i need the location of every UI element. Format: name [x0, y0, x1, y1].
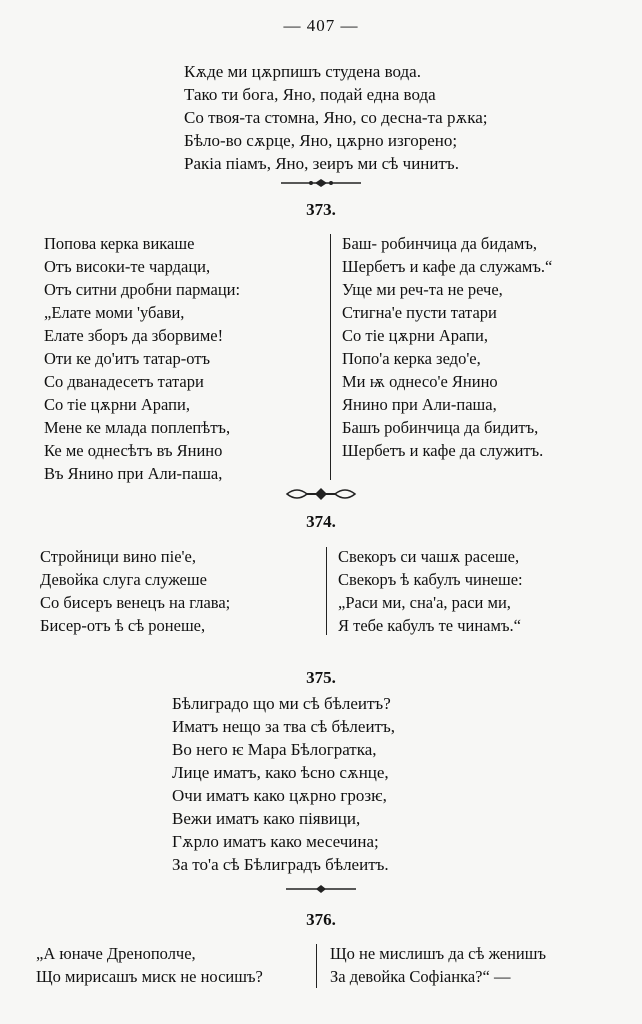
- verse-line: Со тіе цѫрни Арапи,: [44, 395, 190, 414]
- verse-line: Ми ѭ однесо'е Янино: [342, 372, 498, 391]
- left-column: [40, 545, 230, 637]
- verse-line: Уще ми реч-та не рече,: [342, 280, 503, 299]
- verse-line: Гѫрло иматъ како месечина;: [172, 832, 379, 851]
- stanza: [172, 692, 395, 876]
- verse-line: Бѣло-во сѫрце, Яно, цѫрно изгорено;: [184, 131, 458, 150]
- verse-line: Ракіа піамъ, Яно, зеиръ ми сѣ чинитъ.: [184, 154, 459, 173]
- verse-line: Во него ѥ Мара Бѣлогратка,: [172, 740, 377, 759]
- verse-line: Що мирисашъ миск не носишъ?: [36, 967, 263, 986]
- verse-line: Стройници вино піе'е,: [40, 547, 196, 566]
- verse-line: „А юначе Дренополче,: [36, 944, 196, 963]
- section-number: 374.: [306, 512, 336, 531]
- verse-line: За девойка Софіанка?“ —: [330, 967, 511, 986]
- verse-line: „Елате моми 'убави,: [44, 303, 185, 322]
- verse-line: Очи иматъ како цѫрно грозѥ,: [172, 786, 387, 805]
- verse-line: Баш- робинчица да бидамъ,: [342, 234, 537, 253]
- verse-line: Иматъ нещо за тва сѣ бѣлеитъ,: [172, 717, 396, 736]
- verse-line: Оти ке до'итъ татар-отъ: [44, 349, 211, 368]
- right-column: [342, 232, 552, 462]
- left-column: [36, 942, 263, 988]
- verse-line: За то'а сѣ Бѣлиградъ бѣлеитъ.: [172, 855, 389, 874]
- verse-line: Я тебе кабулъ те чинамъ.“: [338, 616, 521, 635]
- verse-line: Башъ робинчица да бидитъ,: [342, 418, 539, 437]
- column-divider: [326, 547, 327, 635]
- verse-line: Свекоръ си чашѫ расеше,: [338, 547, 520, 566]
- verse-line: Отъ високи-те чардаци,: [44, 257, 211, 276]
- verse-line: Со дванадесетъ татари: [44, 372, 204, 391]
- section-number: 376.: [306, 910, 336, 929]
- column-divider: [330, 234, 331, 480]
- verse-line: Со твоя-та стомна, Яно, со десна-та рѫка;: [184, 108, 488, 127]
- divider-ornament: [281, 178, 361, 188]
- verse-line: Бѣлиградо що ми сѣ бѣлеитъ?: [172, 694, 391, 713]
- verse-line: Тако ти бога, Яно, подай една вода: [184, 85, 436, 104]
- divider-ornament: [286, 884, 356, 894]
- verse-line: Шербетъ и кафе да служамъ.“: [342, 257, 553, 276]
- verse-line: Попо'а керка зедо'е,: [342, 349, 481, 368]
- verse-line: Попова керка викаше: [44, 234, 195, 253]
- verse-line: Со бисеръ венецъ на глава;: [40, 593, 231, 612]
- verse-line: Ке ме однесѣтъ въ Янино: [44, 441, 223, 460]
- verse-line: Шербетъ и кафе да служитъ.: [342, 441, 544, 460]
- verse-line: Свекоръ ѣ кабулъ чинеше:: [338, 570, 523, 589]
- page-number: — 407 —: [283, 16, 359, 35]
- divider-ornament: [283, 485, 359, 503]
- verse-line: Отъ ситни дробни пармаци:: [44, 280, 241, 299]
- right-column: [330, 942, 546, 988]
- verse-line: Що не мислишъ да сѣ женишъ: [330, 944, 546, 963]
- verse-line: Елате зборъ да зборвиме!: [44, 326, 224, 345]
- verse-line: „Раси ми, сна'а, раси ми,: [338, 593, 511, 612]
- verse-line: Вежи иматъ како піявици,: [172, 809, 361, 828]
- verse-line: Янино при Али-паша,: [342, 395, 497, 414]
- intro-stanza: [184, 60, 488, 175]
- verse-line: Бисер-отъ ѣ сѣ ронеше,: [40, 616, 206, 635]
- verse-line: Мене ке млада поплепѣтъ,: [44, 418, 231, 437]
- section-number: 375.: [306, 668, 336, 687]
- verse-line: Въ Янино при Али-паша,: [44, 464, 223, 483]
- verse-line: Девойка слуга служеше: [40, 570, 207, 589]
- left-column: [44, 232, 240, 485]
- right-column: [338, 545, 523, 637]
- verse-line: Со тіе цѫрни Арапи,: [342, 326, 488, 345]
- verse-line: Кѫде ми цѫрпишъ студена вода.: [184, 62, 421, 81]
- verse-line: Стигна'е пусти татари: [342, 303, 497, 322]
- verse-line: Лице иматъ, како ѣсно сѫнце,: [172, 763, 389, 782]
- section-number: 373.: [306, 200, 336, 219]
- column-divider: [316, 944, 317, 988]
